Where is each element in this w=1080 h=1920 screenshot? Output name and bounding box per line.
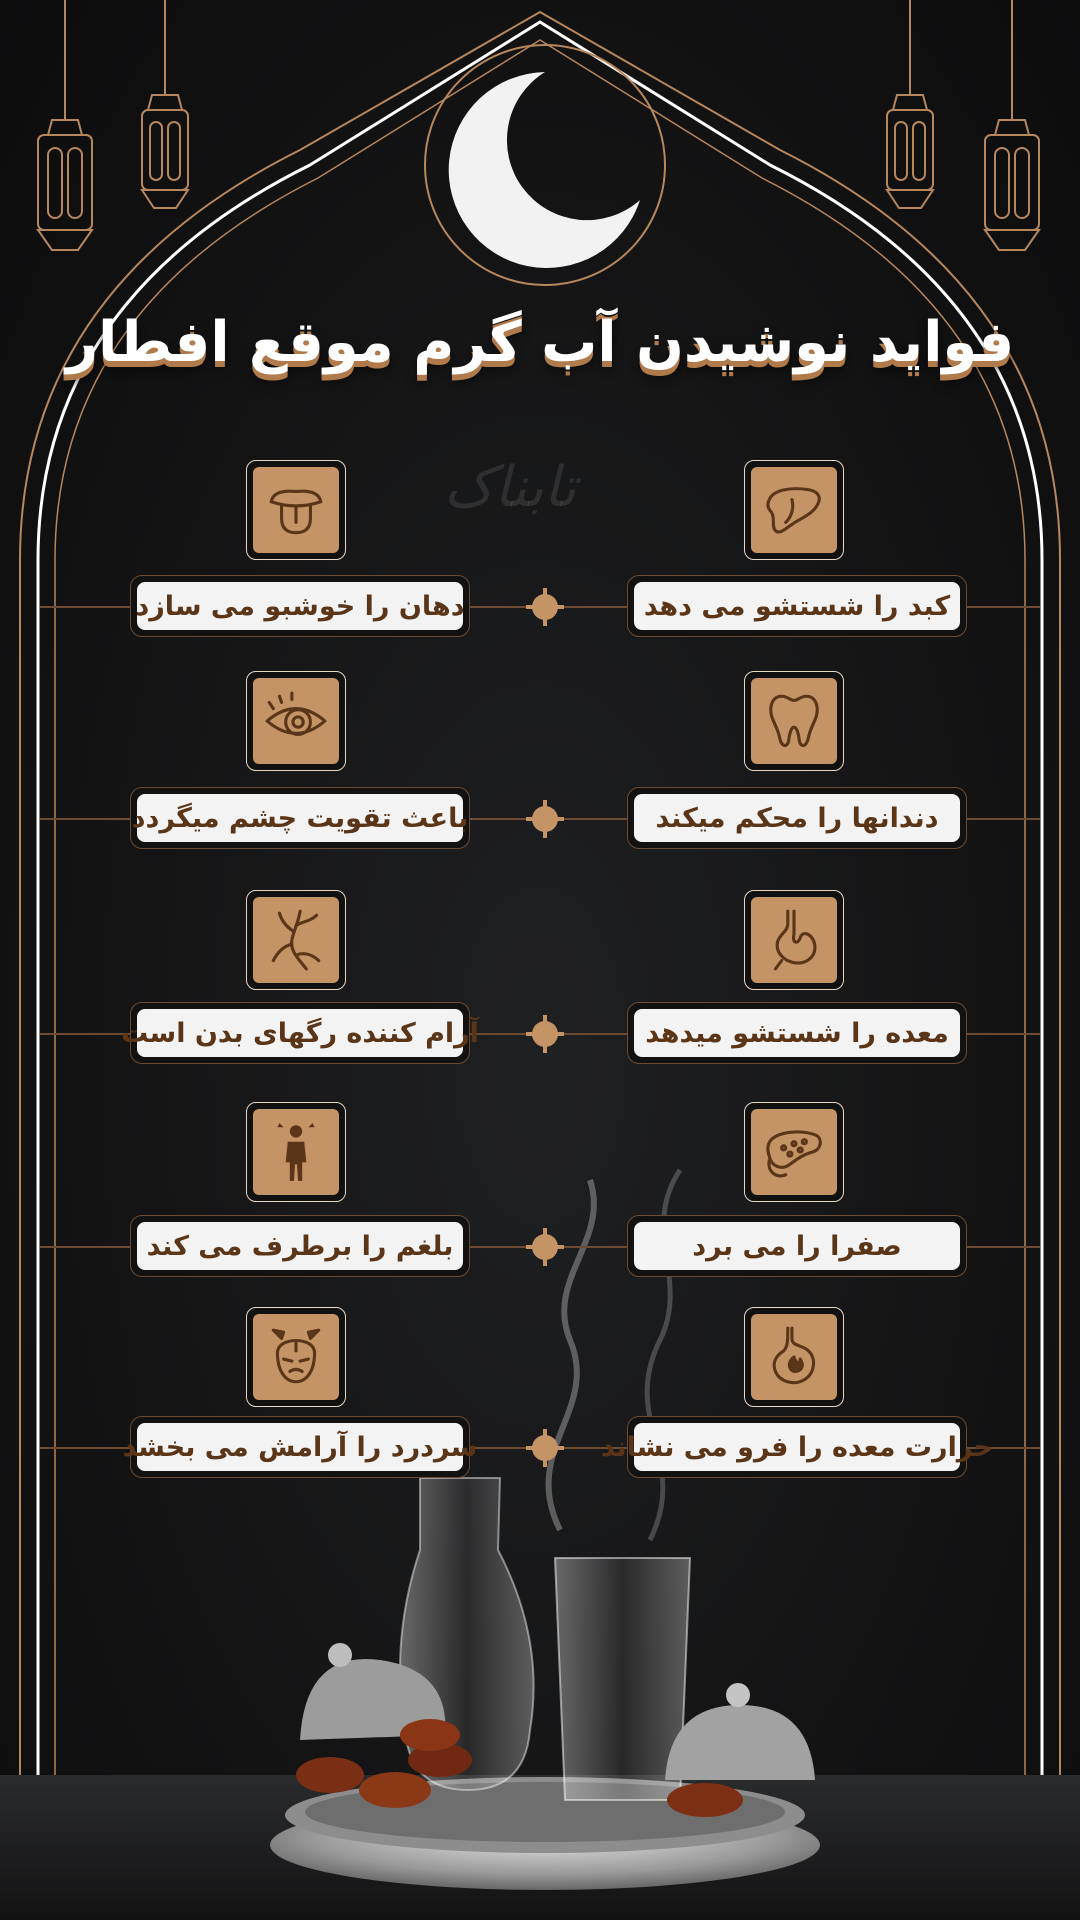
benefit-label-frame: [627, 787, 967, 849]
benefit-label: حرارت معده را فرو می نشاند: [634, 1423, 960, 1471]
benefit-label: بلغم را برطرف می کند: [137, 1222, 463, 1270]
benefit-label-frame: [627, 1002, 967, 1064]
benefit-label-frame: [130, 787, 470, 849]
benefit-icon-card: [744, 460, 844, 560]
benefit-label-frame: [130, 1215, 470, 1277]
benefit-label: معده را شستشو میدهد: [634, 1009, 960, 1057]
row-divider-ornament: [532, 1021, 558, 1047]
arch-frame: [20, 12, 1060, 1920]
benefit-label: سردرد را آرامش می بخشد: [137, 1423, 463, 1471]
benefit-label: دهان را خوشبو می سازد: [137, 582, 463, 630]
benefit-label: باعث تقویت چشم میگردد: [137, 794, 463, 842]
benefit-icon-card: [246, 890, 346, 990]
benefit-label-frame: [600, 1416, 994, 1478]
benefit-icon-card: [744, 890, 844, 990]
benefit-icon-card: [744, 1102, 844, 1202]
row-divider-ornament: [532, 1435, 558, 1461]
benefit-icon-card: [246, 671, 346, 771]
headache-icon: [263, 1324, 329, 1390]
page-title: فواید نوشیدن آب گرم موقع افطار: [65, 310, 1015, 375]
benefit-icon-card: [246, 1102, 346, 1202]
tongue-icon: [263, 477, 329, 543]
benefit-icon-card: [246, 460, 346, 560]
row-divider-ornament: [532, 806, 558, 832]
benefit-label-frame: [627, 575, 967, 637]
benefit-label-frame: [121, 1002, 479, 1064]
benefit-icon-card: [744, 1307, 844, 1407]
benefit-icon-card: [744, 671, 844, 771]
tooth-icon: [761, 688, 827, 754]
row-divider-ornament: [532, 594, 558, 620]
benefit-label: آرام کننده رگهای بدن است: [137, 1009, 463, 1057]
benefit-label-frame: [122, 1416, 478, 1478]
person-icon: [263, 1119, 329, 1185]
veins-icon: [263, 907, 329, 973]
eye-icon: [263, 688, 329, 754]
benefit-label: دندانها را محکم میکند: [634, 794, 960, 842]
benefit-label-frame: [130, 575, 470, 637]
benefit-label: صفرا را می برد: [634, 1222, 960, 1270]
crescent-moon-icon: [425, 45, 665, 285]
benefit-icon-card: [246, 1307, 346, 1407]
benefit-label: کبد را شستشو می دهد: [634, 582, 960, 630]
row-divider-ornament: [532, 1234, 558, 1260]
stomach-fire-icon: [761, 1324, 827, 1390]
gallbladder-icon: [761, 1119, 827, 1185]
watermark-logo: تابناک: [443, 455, 577, 520]
stomach-icon: [761, 907, 827, 973]
liver-icon: [761, 477, 827, 543]
benefit-label-frame: [627, 1215, 967, 1277]
tray-scene-illustration: [0, 1170, 1080, 1920]
